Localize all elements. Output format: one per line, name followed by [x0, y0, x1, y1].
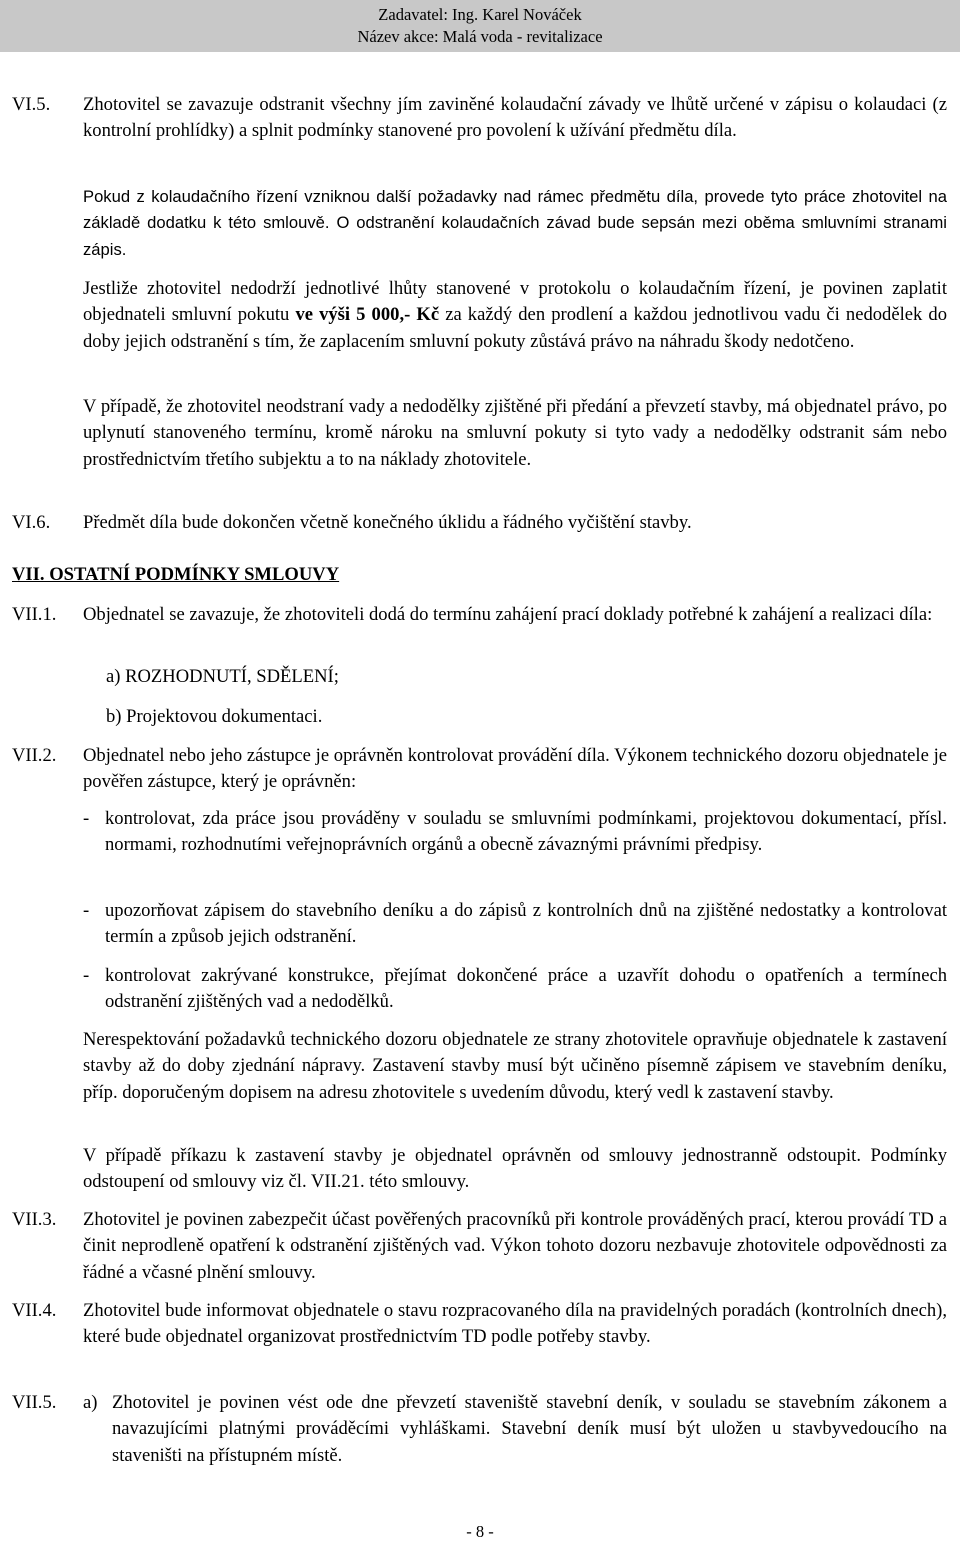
- bullet-mark: -: [83, 808, 90, 829]
- paragraph: Nerespektování požadavků technického dozoru objednatele ze strany zhotovitele opravňuje objednatele k zastavení stavby až do doby zjednání nápravy. Zastavení stavby musí být učiněno písemně zápisem ve stavebním deníku, příp. doporučeným dopisem na adresu zhotovitele s uvedením důvodu, který vedl k zastavení stavby.: [83, 1029, 947, 1103]
- list-item: [83, 1390, 947, 1469]
- section-number: VII.2.: [12, 745, 57, 766]
- section-number: VI.6.: [12, 512, 51, 533]
- header-client: Zadavatel: Ing. Karel Nováček: [378, 5, 582, 24]
- text-span: za každý den prodlení a každou jednotlivou vadu či nedodělek do doby jejich odstranění s tím, že zaplacením smluvní pokuty zůstává právo na náhradu škody nedotčeno.: [83, 304, 947, 352]
- paragraph: V případě, že zhotovitel neodstraní vady a nedodělky zjištěné při předání a převzetí stavby, má objednatel právo, po uplynutí stanoveného termínu, kromě nároku na smluvní pokuty si tyto vady a nedodělky odstranit sám nebo prostřednictvím třetího subjektu a to na náklady zhotovitele.: [83, 396, 947, 470]
- page-header: [0, 0, 960, 52]
- bullet-mark: -: [83, 900, 90, 921]
- list-item-text: Zhotovitel je povinen vést ode dne převzetí staveniště stavební deník, v souladu se stavebním zákonem a navazujícími platnými prováděcími vyhláškami. Stavební deník musí být uložen u stavbyvedoucího na staveništi na přístupném místě.: [112, 1392, 947, 1466]
- penalty-amount: ve výši 5 000,- Kč: [295, 304, 440, 326]
- header-project: Název akce: Malá voda - revitalizace: [357, 27, 603, 46]
- section-heading: VII. OSTATNÍ PODMÍNKY SMLOUVY: [12, 564, 340, 585]
- paragraph: V případě příkazu k zastavení stavby je objednatel oprávněn od smlouvy jednostranně odstoupit. Podmínky odstoupení od smlouvy viz čl. VII.21. této smlouvy.: [83, 1145, 947, 1193]
- paragraph: Objednatel nebo jeho zástupce je oprávněn kontrolovat provádění díla. Výkonem technického dozoru objednatele je pověřen zástupce, který je oprávněn:: [83, 745, 947, 793]
- paragraph: Zhotovitel bude informovat objednatele o stavu rozpracovaného díla na pravidelných poradách (kontrolních dnech), které bude objednatel organizovat prostřednictvím TD podle potřeby stavby.: [83, 1300, 947, 1348]
- item-label: a): [83, 1392, 98, 1413]
- list-item-text: upozorňovat zápisem do stavebního deníku a do zápisů z kontrolních dnů na zjištěné nedostatky a kontrolovat termín a způsob jejich odstranění.: [105, 900, 947, 948]
- bullet-mark: -: [83, 965, 90, 986]
- page-number: - 8 -: [466, 1522, 494, 1541]
- paragraph: Zhotovitel se zavazuje odstranit všechny jím zaviněné kolaudační závady ve lhůtě určené v zápisu o kolaudaci (z kontrolní prohlídky) a splnit podmínky stanovené pro povolení k užívání předmětu díla.: [83, 94, 947, 142]
- paragraph: [83, 184, 947, 263]
- list-item: [83, 963, 947, 1016]
- text-span: O odstranění kolaudačních závad bude sepsán mezi oběma smluvními stranami zápis.: [83, 213, 947, 259]
- text-span: Pokud z kolaudačního řízení vzniknou další požadavky nad rámec předmětu díla, provede tyto práce zhotovitel na základě dodatku k této smlouvě.: [83, 187, 947, 233]
- section-number: VII.4.: [12, 1300, 57, 1321]
- list-item-text: kontrolovat, zda práce jsou prováděny v souladu se smluvními podmínkami, projektovou dokumentací, přísl. normami, rozhodnutími veřejnoprávních orgánů a obecně závaznými právními předpisy.: [105, 808, 947, 856]
- paragraph: [83, 276, 947, 355]
- paragraph: Zhotovitel je povinen zabezpečit účast pověřených pracovníků při kontrole prováděných prací, kterou provádí TD a činit neprodleně opatření k odstranění zjištěných vad. Výkon tohoto dozoru nezbavuje zhotovitele odpovědnosti za řádné a včasné plnění smlouvy.: [83, 1209, 947, 1283]
- section-number: VII.1.: [12, 604, 57, 625]
- list-item: [83, 898, 947, 951]
- paragraph: Objednatel se zavazuje, že zhotoviteli dodá do termínu zahájení prací doklady potřebné k zahájení a realizaci díla:: [83, 604, 933, 625]
- section-number: VII.5.: [12, 1392, 57, 1413]
- list-item: a) ROZHODNUTÍ, SDĚLENÍ;: [106, 666, 339, 687]
- list-item-text: kontrolovat zakrývané konstrukce, přejímat dokončené práce a uzavřít dohodu o opatřeních a termínech odstranění zjištěných vad a nedodělků.: [105, 965, 947, 1013]
- list-item: b) Projektovou dokumentaci.: [106, 706, 323, 727]
- section-number: VI.5.: [12, 94, 51, 115]
- paragraph: Předmět díla bude dokončen včetně konečného úklidu a řádného vyčištění stavby.: [83, 512, 692, 533]
- section-number: VII.3.: [12, 1209, 57, 1230]
- text-span: Jestliže zhotovitel nedodrží jednotlivé lhůty stanovené v protokolu o kolaudačním řízení, je povinen zaplatit objednateli smluvní pokutu: [83, 278, 947, 326]
- list-item: [83, 806, 947, 859]
